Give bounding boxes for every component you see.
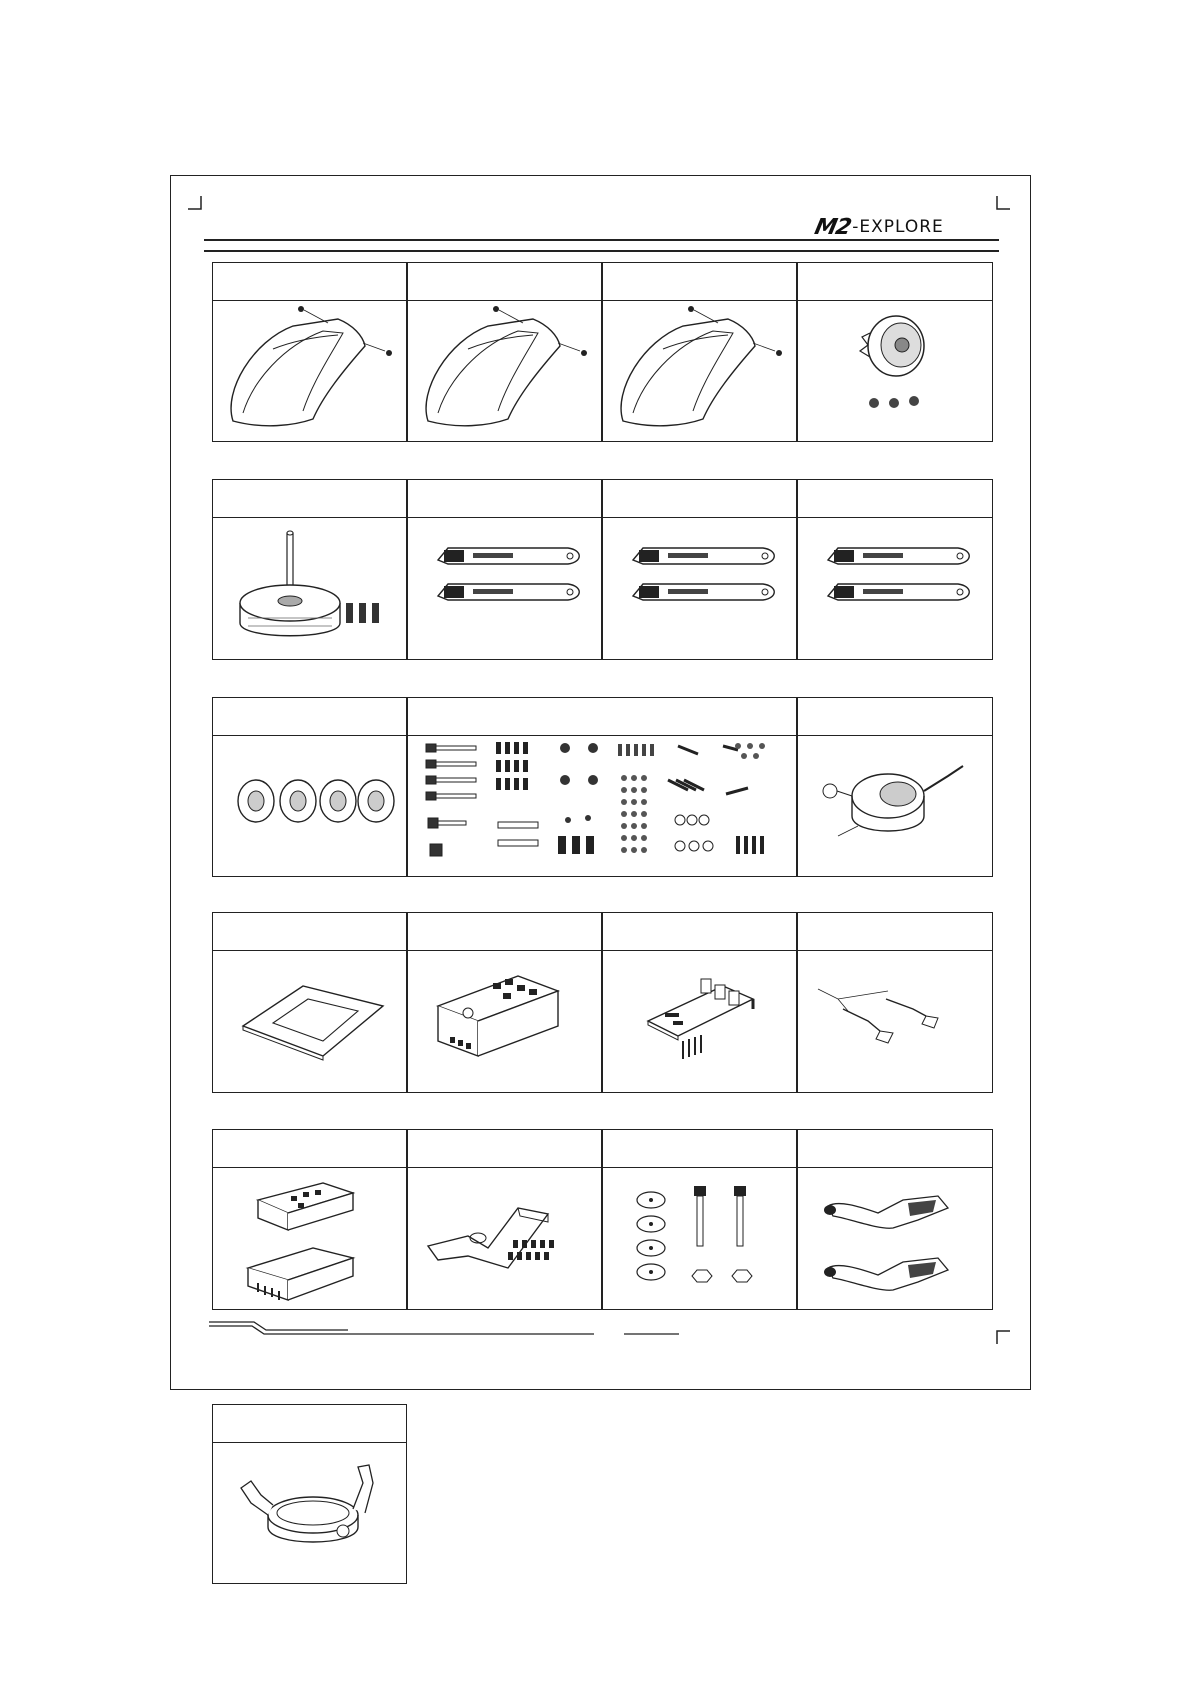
main-blades-icon: [798, 518, 994, 658]
brand-name: -EXPLORE: [852, 217, 944, 237]
part-cell-header: [603, 480, 796, 518]
part-cell-header: [213, 698, 406, 736]
circuit-board-icon: [603, 951, 798, 1091]
blade-grips-icon: [798, 1168, 994, 1308]
brand-header: [812, 214, 944, 240]
part-cell-mounting-plate: [212, 912, 407, 1093]
part-cell-main-blades-2: [602, 479, 797, 660]
controller-case-icon: [213, 1168, 408, 1308]
part-cell-motor-mount: [407, 1129, 602, 1310]
canopy-icon: [213, 301, 408, 441]
corner-mark-top-right: [996, 196, 1010, 210]
part-cell-canopy-1: [212, 262, 407, 442]
part-cell-canopy-2: [407, 262, 602, 442]
main-blades-icon: [408, 518, 603, 658]
part-cell-header: [798, 1130, 992, 1168]
part-cell-main-blades-1: [407, 479, 602, 660]
part-cell-header: [798, 263, 992, 301]
header-rule-top: [204, 239, 999, 241]
part-cell-canopy-3: [602, 262, 797, 442]
part-cell-main-blades-3: [797, 479, 993, 660]
part-cell-swashplate: [797, 697, 993, 877]
part-cell-tail-motor: [797, 262, 993, 442]
part-cell-circuit-board: [602, 912, 797, 1093]
part-cell-header: [798, 913, 992, 951]
swash-leveler-icon: [213, 1443, 408, 1583]
motor-mount-icon: [408, 1168, 603, 1308]
part-cell-header: [408, 913, 601, 951]
main-blades-icon: [603, 518, 798, 658]
mounting-plate-icon: [213, 951, 408, 1091]
main-motor-icon: [213, 518, 408, 658]
part-cell-header: [213, 913, 406, 951]
corner-mark-bottom-right: [996, 1330, 1010, 1344]
tail-motor-icon: [798, 301, 994, 441]
part-cell-header: [798, 698, 992, 736]
footer-rule: [204, 1318, 684, 1340]
brand-logo: M2: [812, 214, 853, 240]
part-cell-swash-leveler: [212, 1404, 407, 1584]
part-cell-header: [213, 480, 406, 518]
swashplate-icon: [798, 736, 994, 876]
canopy-icon: [408, 301, 603, 441]
part-cell-header: [408, 1130, 601, 1168]
part-cell-header: [603, 913, 796, 951]
bearings-icon: [213, 736, 408, 876]
part-cell-main-motor: [212, 479, 407, 660]
part-cell-controller-case: [212, 1129, 407, 1310]
washers-bolts-icon: [603, 1168, 798, 1308]
part-cell-header: [798, 480, 992, 518]
part-cell-header: [213, 1130, 406, 1168]
part-cell-screw-set: [407, 697, 797, 877]
part-cell-connector-plugs: [797, 912, 993, 1093]
flight-controller-icon: [408, 951, 603, 1091]
header-rule-bottom: [204, 250, 999, 252]
corner-mark-top-left: [188, 196, 202, 210]
part-cell-header: [213, 1405, 406, 1443]
part-cell-washers-bolts: [602, 1129, 797, 1310]
part-cell-header: [408, 480, 601, 518]
part-cell-bearings: [212, 697, 407, 877]
part-cell-header: [603, 263, 796, 301]
part-cell-flight-controller: [407, 912, 602, 1093]
screw-set-icon: [408, 736, 798, 876]
part-cell-header: [603, 1130, 796, 1168]
part-cell-header: [408, 263, 601, 301]
part-cell-header: [213, 263, 406, 301]
connector-plugs-icon: [798, 951, 994, 1091]
part-cell-blade-grips: [797, 1129, 993, 1310]
canopy-icon: [603, 301, 798, 441]
part-cell-header: [408, 698, 796, 736]
